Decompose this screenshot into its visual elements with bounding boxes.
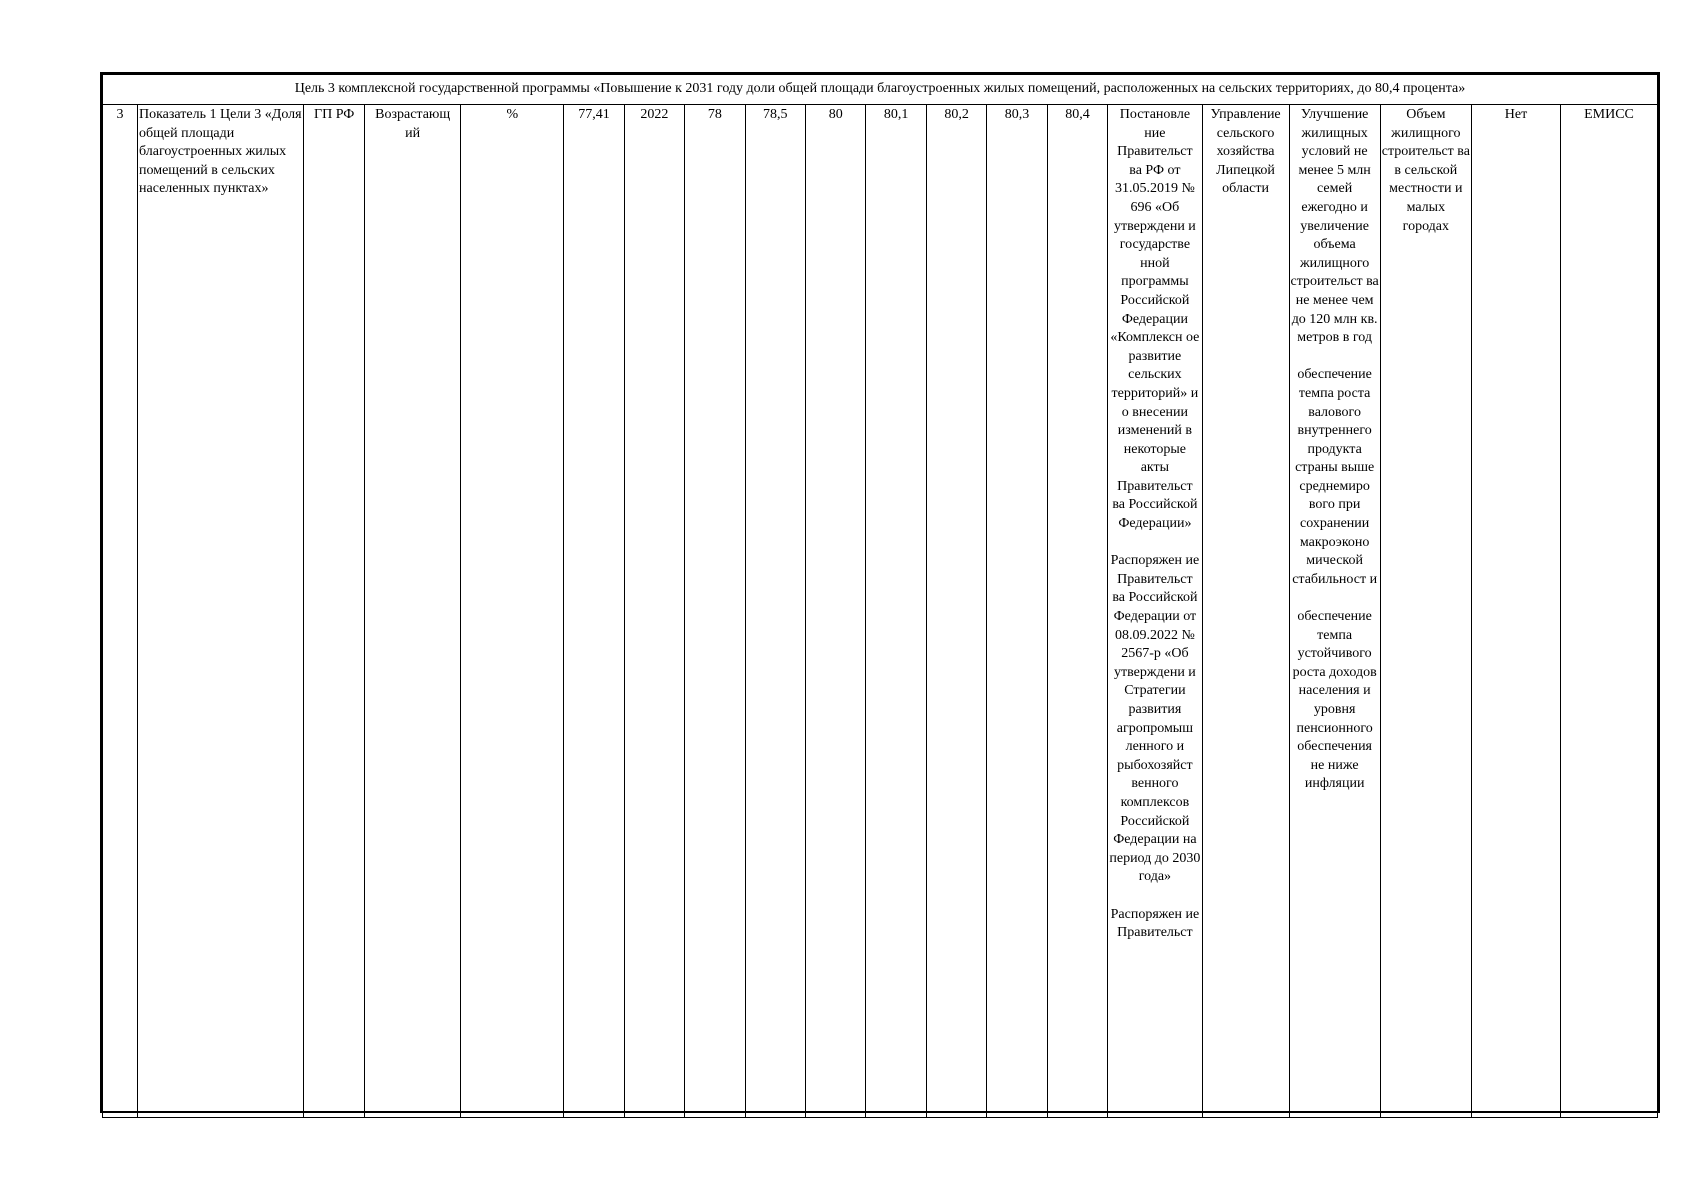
indicator-table-sheet xyxy=(100,72,1660,1113)
goal-heading-row xyxy=(103,75,1658,105)
regulatory-document: Постановле ние Правительст ва РФ от 31.05.2019 № 696 «Об утверждени и государстве нной программы Российской Федерации «Комплексн ое развитие сельских территорий» и о внесении изменений в некоторые акты Правительст ва Российской Федерации» Распоряжен ие Правительст ва Российской Федерации от 08.09.2022 № 2567-р «Об утверждени и Стратегии развития агропромыш ленного и рыбохозяйст венного комплексов Российской Федерации на период до 2030 года» Распоряжен ие Правительст xyxy=(1108,105,1202,1118)
gis-flag: Нет xyxy=(1471,105,1560,1118)
year-value-5: 80,2 xyxy=(926,105,986,1118)
indicator-table xyxy=(102,74,1658,1118)
state-program-indicator: Объем жилищного строительст ва в сельской местности и малых городах xyxy=(1380,105,1471,1118)
indicator-level: ГП РФ xyxy=(304,105,364,1118)
national-goal-link: Улучшение жилищных условий не менее 5 млн семей ежегодно и увеличение объема жилищного строительст ва не менее чем до 120 млн кв. метров в год обеспечение темпа роста валового внутреннего продукта страны выше среднемиро вого при сохранении макроэконо мической стабильност и обеспечение темпа устойчивого роста доходов населения и уровня пенсионного обеспечения не ниже инфляции xyxy=(1289,105,1380,1118)
unit-of-measure: % xyxy=(461,105,564,1118)
indicator-trend: Возрастающ ий xyxy=(364,105,461,1118)
information-system: ЕМИСС xyxy=(1561,105,1658,1118)
row-number: 3 xyxy=(103,105,138,1118)
year-value-6: 80,3 xyxy=(987,105,1047,1118)
base-value: 77,41 xyxy=(564,105,624,1118)
year-value-3: 80 xyxy=(806,105,866,1118)
goal-heading: Цель 3 комплексной государственной программы «Повышение к 2031 году доли общей площади благоустроенных жилых помещений, расположенных на сельских территориях, до 80,4 процента» xyxy=(103,75,1658,105)
year-value-4: 80,1 xyxy=(866,105,926,1118)
table-row xyxy=(103,105,1658,1118)
year-value-1: 78 xyxy=(685,105,745,1118)
indicator-name: Показатель 1 Цели 3 «Доля общей площади благоустроенных жилых помещений в сельских населенных пунктах» xyxy=(137,105,303,1118)
responsible-body: Управление сельского хозяйства Липецкой области xyxy=(1202,105,1289,1118)
base-year: 2022 xyxy=(624,105,684,1118)
year-value-7: 80,4 xyxy=(1047,105,1107,1118)
year-value-2: 78,5 xyxy=(745,105,805,1118)
